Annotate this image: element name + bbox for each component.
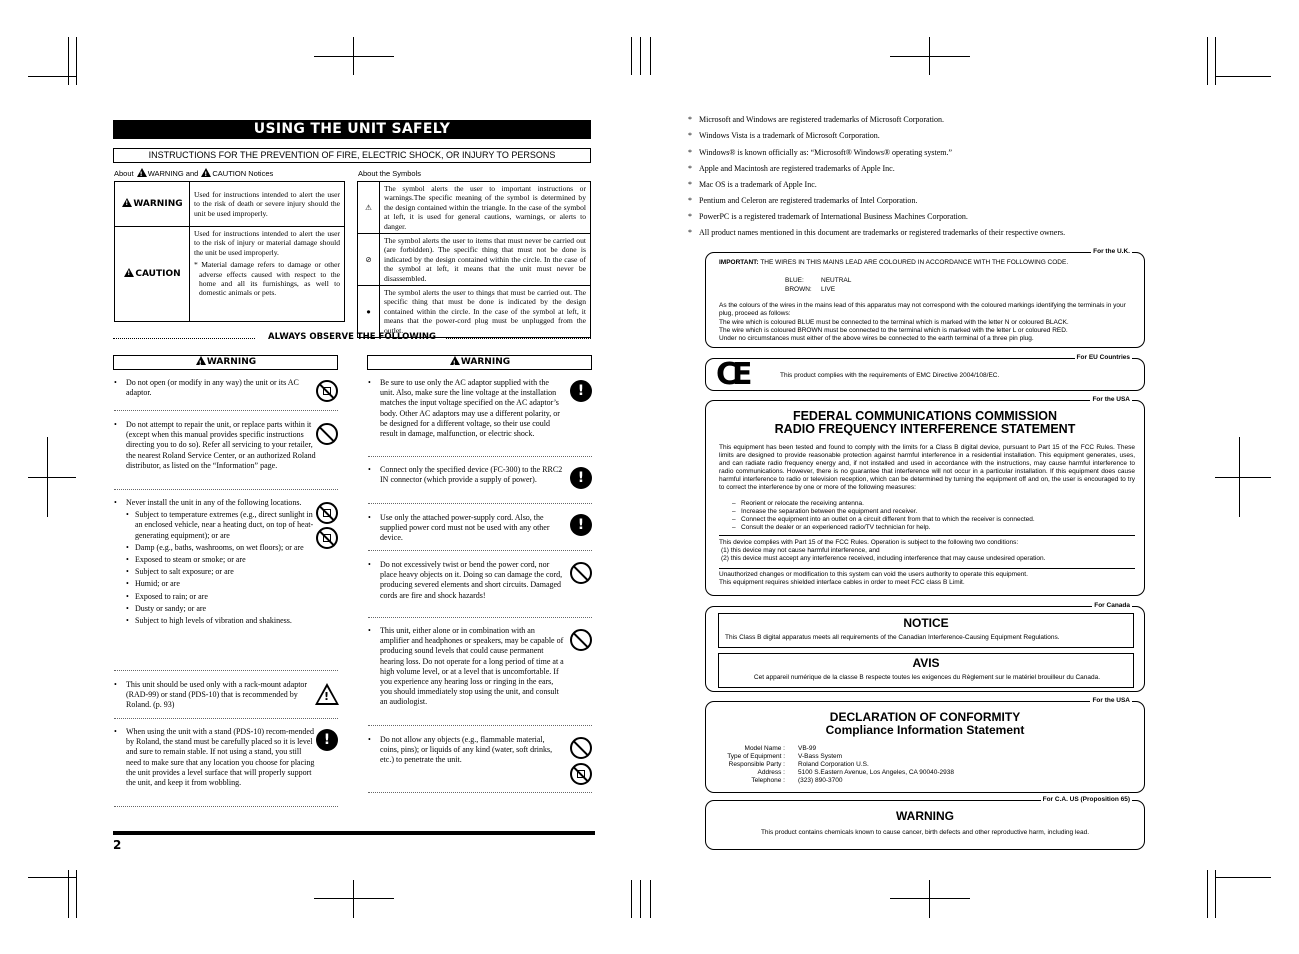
dotted-rule [446, 338, 591, 339]
divider [114, 489, 338, 490]
divider [114, 718, 338, 719]
list-item: • Connect only the specified device (FC-300) to the RRC2 IN connector (which provide a supply of power). [368, 465, 563, 485]
eu-notice-box: For EU Countries CE This product complies with the requirements of EMC Directive 2004/108/EC. [705, 358, 1145, 391]
page-subtitle: INSTRUCTIONS FOR THE PREVENTION OF FIRE, ELECTRIC SHOCK, OR INJURY TO PERSONS [113, 148, 591, 163]
warning-header-col1: !WARNING [113, 355, 338, 370]
declaration-box: For the USA DECLARATION OF CONFORMITY Compliance Information Statement Model Name : VB-99 Type of Equipment : V-Bass System Responsible Party : Roland Corporation U.S. Address : 5100 S.Eastern Avenue, Los Angeles, CA 90040-2938 Telephone : (323) 890-3700 [705, 701, 1145, 793]
list-item: • Do not attempt to repair the unit, or replace parts within it (except when this manual provides specific instructions directing you to do so). Refer all servicing to your retailer, the nearest Roland Service Center, or an authorized Roland distributor, as listed on the “Information” page. [114, 420, 316, 470]
symbols-table [357, 181, 591, 338]
mandatory-icon: ! [316, 729, 338, 751]
mandatory-icon: ! [570, 380, 592, 402]
notice-box: NOTICE This Class B digital apparatus meets all requirements of the Canadian Interference-Causing Equipment Regulations. [718, 613, 1134, 648]
list-item: * Windows® is known officially as: “Microsoft® Windows® operating system.” [688, 148, 953, 157]
canada-tag: For Canada [1094, 602, 1130, 609]
warning-header-col2: ! WARNING [367, 355, 592, 370]
symbol-description: The symbol alerts the user to things that must be carried out. The specific thing that must be done is indicated by the design contained within the circle. In the case of the symbol at left, it means that the power-cord plug must be unplugged from the outlet. [380, 286, 591, 338]
declaration-subtitle: Compliance Information Statement [825, 723, 1025, 737]
warning-triangle-icon [122, 198, 132, 207]
caution-description: Used for instructions intended to alert the user to the risk of injury or material damage should the unit be used improperly. * Material damage refers to damage or other adverse effects caused with respect to the home and all its furnishings, as well to domestic animals or pets. [190, 227, 345, 322]
list-item: • Do not excessively twist or bend the power cord, nor place heavy objects on it. Doing so can damage the cord, producing severed elements and short circuits. Damaged cords are fire and shock hazards! [368, 560, 563, 600]
caution-triangle-icon: ! [315, 683, 339, 705]
list-item: * Apple and Macintosh are registered trademarks of Apple Inc. [688, 164, 895, 173]
canada-notice-box [705, 602, 1145, 692]
symbol-description: The symbol alerts the user to items that must never be carried out (are forbidden). The specific thing that must not be done is indicated by the design contained within the circle. In the case of the symbol at left, it means that the unit must never be disassembled. [380, 234, 591, 286]
warning-triangle-icon [196, 356, 206, 365]
list-item: • When using the unit with a stand (PDS-10) recom-mended by Roland, the stand must be carefully placed so it is level and sure to remain stable. If not using a stand, you still need to make sure that any location you choose for placing the unit provides a level surface that will properly support the unit, and keep it from wobbling. [114, 727, 315, 788]
divider [719, 568, 1135, 569]
about-notices-heading: About ! WARNING and ! CAUTION Notices [114, 168, 273, 180]
list-item: • Do not open (or modify in any way) the unit or its AC adaptor. [114, 378, 299, 398]
caution-label: !CAUTION [115, 227, 190, 322]
declaration-title: DECLARATION OF CONFORMITY [829, 710, 1021, 724]
list-item: • Use only the attached power-supply cord. Also, the supplied power cord must not be used with any other device. [368, 513, 550, 543]
eu-tag: For EU Countries [1076, 354, 1130, 361]
list-item: • Do not allow any objects (e.g., flammable material, coins, pins); or liquids of any kind (water, soft drinks, etc.) to penetrate the unit. [368, 735, 553, 765]
declaration-tag: For the USA [1092, 697, 1130, 704]
uk-tag: For the U.K. [1093, 248, 1130, 255]
ce-mark-icon: CE [716, 357, 747, 392]
list-item: • This unit should be used only with a rack-mount adaptor (RAD-99) or stand (PDS-10) that is recommended by Roland. (p. 93) [114, 680, 308, 710]
list-item: * Windows Vista is a trademark of Microsoft Corporation. [688, 131, 880, 140]
divider [368, 456, 592, 457]
divider [368, 503, 592, 504]
warning-description: Used for instructions intended to alert the user to the risk of death or severe injury should the unit be used improperly. [190, 182, 345, 227]
list-item: • This unit, either alone or in combination with an amplifier and headphones or speakers, may be capable of producing sound levels that could cause permanent hearing loss. Do not operate for a long period of time at a high volume level, or at a level that is uncomfortable. If you experience any hearing loss or ringing in the ears, you should immediately stop using the unit, and consult an audiologist. [368, 626, 564, 707]
fcc-title: FEDERAL COMMUNICATIONS COMMISSION [792, 409, 1058, 423]
prohibited-icon: ⊘ [358, 234, 380, 286]
mandatory-icon: ● [358, 286, 380, 338]
list-item: • Be sure to use only the AC adaptor supplied with the unit. Also, make sure the line voltage at the installation matches the input voltage specified on the AC adaptor’s body. Other AC adaptors may use a different polarity, or be designed for a different voltage, so their use could result in damage, malfunction, or electric shock. [368, 378, 560, 439]
fcc-tag: For the USA [1092, 396, 1130, 403]
no-moisture-icon [316, 527, 338, 549]
warning-triangle-icon [137, 168, 147, 177]
list-item: * Mac OS is a trademark of Apple Inc. [688, 180, 817, 189]
prohibited-icon [570, 562, 592, 584]
no-disassembly-icon [316, 380, 338, 402]
divider [368, 550, 592, 551]
mandatory-icon: ! [570, 467, 592, 489]
list-item: * Microsoft and Windows are registered trademarks of Microsoft Corporation. [688, 115, 945, 124]
divider [114, 670, 338, 671]
divider [114, 410, 338, 411]
divider [368, 725, 592, 726]
divider [368, 792, 592, 793]
warning-triangle-icon [450, 356, 460, 365]
notices-table [114, 181, 345, 322]
caution-triangle-icon [124, 268, 134, 277]
prohibited-icon [316, 423, 338, 445]
caution-note: * Material damage refers to damage or other adverse effects caused with respect to the home and all its furnishings, as well to domestic animals or pets. [194, 260, 340, 298]
no-objects-icon [570, 763, 592, 785]
uk-notice-box: For the U.K. IMPORTANT: THE WIRES IN THIS MAINS LEAD ARE COLOURED IN ACCORDANCE WITH THE FOLLOWING CODE. BLUE: NEUTRAL BROWN: LIVE As the colours of the wires in the mains lead of this apparatus may not correspond with the coloured markings identifying the terminals in your plug, proceed as follows: The wire which is coloured BLUE must be connected to the terminal which is marked with the letter N or coloured BLACK. The wire which is coloured BROWN must be connected to the terminal which is marked with the letter L or coloured RED. Under no circumstances must either of the above wires be connected to the earth terminal of a three pin plug. [705, 252, 1145, 348]
about-symbols-heading: About the Symbols [358, 169, 421, 178]
list-item: * Pentium and Celeron are registered trademarks of Intel Corporation. [688, 196, 918, 205]
symbol-description: The symbol alerts the user to important instructions or warnings.The specific meaning of the symbol is determined by the design contained within the triangle. In the case of the symbol at left, it is used for general cautions, warnings, or alerts to danger. [380, 182, 591, 234]
page-number: 2 [113, 838, 122, 852]
list-item: * PowerPC is a registered trademark of International Business Machines Corporation. [688, 212, 968, 221]
warning-label: !WARNING [115, 182, 190, 227]
page-title: USING THE UNIT SAFELY [113, 120, 591, 139]
list-item: * All product names mentioned in this document are trademarks or registered trademarks of their respective owners. [688, 228, 1066, 237]
divider [719, 535, 1135, 536]
list-item: • Never install the unit in any of the following locations. • Subject to temperature extremes (e.g., direct sunlight in an enclosed vehicle, near a heating duct, on top of heat-generating equipment); or are • Damp (e.g., baths, washrooms, on wet floors); or are • Exposed to steam or smoke; or are • Subject to salt exposure; or are • Humid; or are • Exposed to rain; or are • Dusty or sandy; or are • Subject to high levels of vibration and shakiness. [114, 498, 321, 626]
prop65-tag: For C.A. US (Proposition 65) [1042, 796, 1130, 803]
avis-box: AVIS Cet appareil numérique de la classe B respecte toutes les exigences du Règlement sur le matériel brouilleur du Canada. [718, 653, 1134, 688]
divider [368, 617, 592, 618]
caution-triangle-icon [201, 168, 211, 177]
fcc-notice-box: For the USA FEDERAL COMMUNICATIONS COMMISSION RADIO FREQUENCY INTERFERENCE STATEMENT This equipment has been tested and found to comply with the limits for a Class B digital device, pursuant to Part 15 of the FCC Rules. These limits are designed to provide reasonable protection against harmful interference in a residential installation. This equipment generates, uses, and can radiate radio frequency energy and, if not installed and used in accordance with the instructions, may cause harmful interference to radio communications. However, there is no guarantee that interference will not occur in a particular installation. If this equipment does cause harmful interference to radio or television reception, which can be determined by turning the equipment off and on, the user is encouraged to try to correct the interference by one or more of the following measures: – Reorient or relocate the receiving antenna. – Increase the separation between the equipment and receiver. – Connect the equipment into an outlet on a circuit different from that to which the receiver is connected. – Consult the dealer or an experienced radio/TV technician for help. This device complies with Part 15 of the FCC Rules. Operation is subject to the following two conditions: (1) this device may not cause harmful interference, and (2) this device must accept any interference received, including interference that may cause undesired operation. Unauthorized changes or modification to this system can void the users authority to operate this equipment. This equipment requires shielded interface cables in order to meet FCC class B Limit. [705, 400, 1145, 596]
prohibited-icon [570, 629, 592, 651]
mandatory-icon: ! [570, 514, 592, 536]
triangle-alert-icon: ⚠ [358, 182, 380, 234]
divider [114, 806, 338, 807]
prohibited-icon [570, 737, 592, 759]
prop65-title: WARNING [896, 809, 954, 823]
no-heat-icon [316, 502, 338, 524]
fcc-subtitle: RADIO FREQUENCY INTERFERENCE STATEMENT [774, 422, 1076, 436]
footer-rule [113, 831, 595, 835]
dotted-rule [113, 338, 255, 339]
prop65-box: For C.A. US (Proposition 65) WARNING This product contains chemicals known to cause cancer, birth defects and other reproductive harm, including lead. [705, 800, 1145, 850]
always-observe-heading: ALWAYS OBSERVE THE FOLLOWING [113, 332, 591, 344]
